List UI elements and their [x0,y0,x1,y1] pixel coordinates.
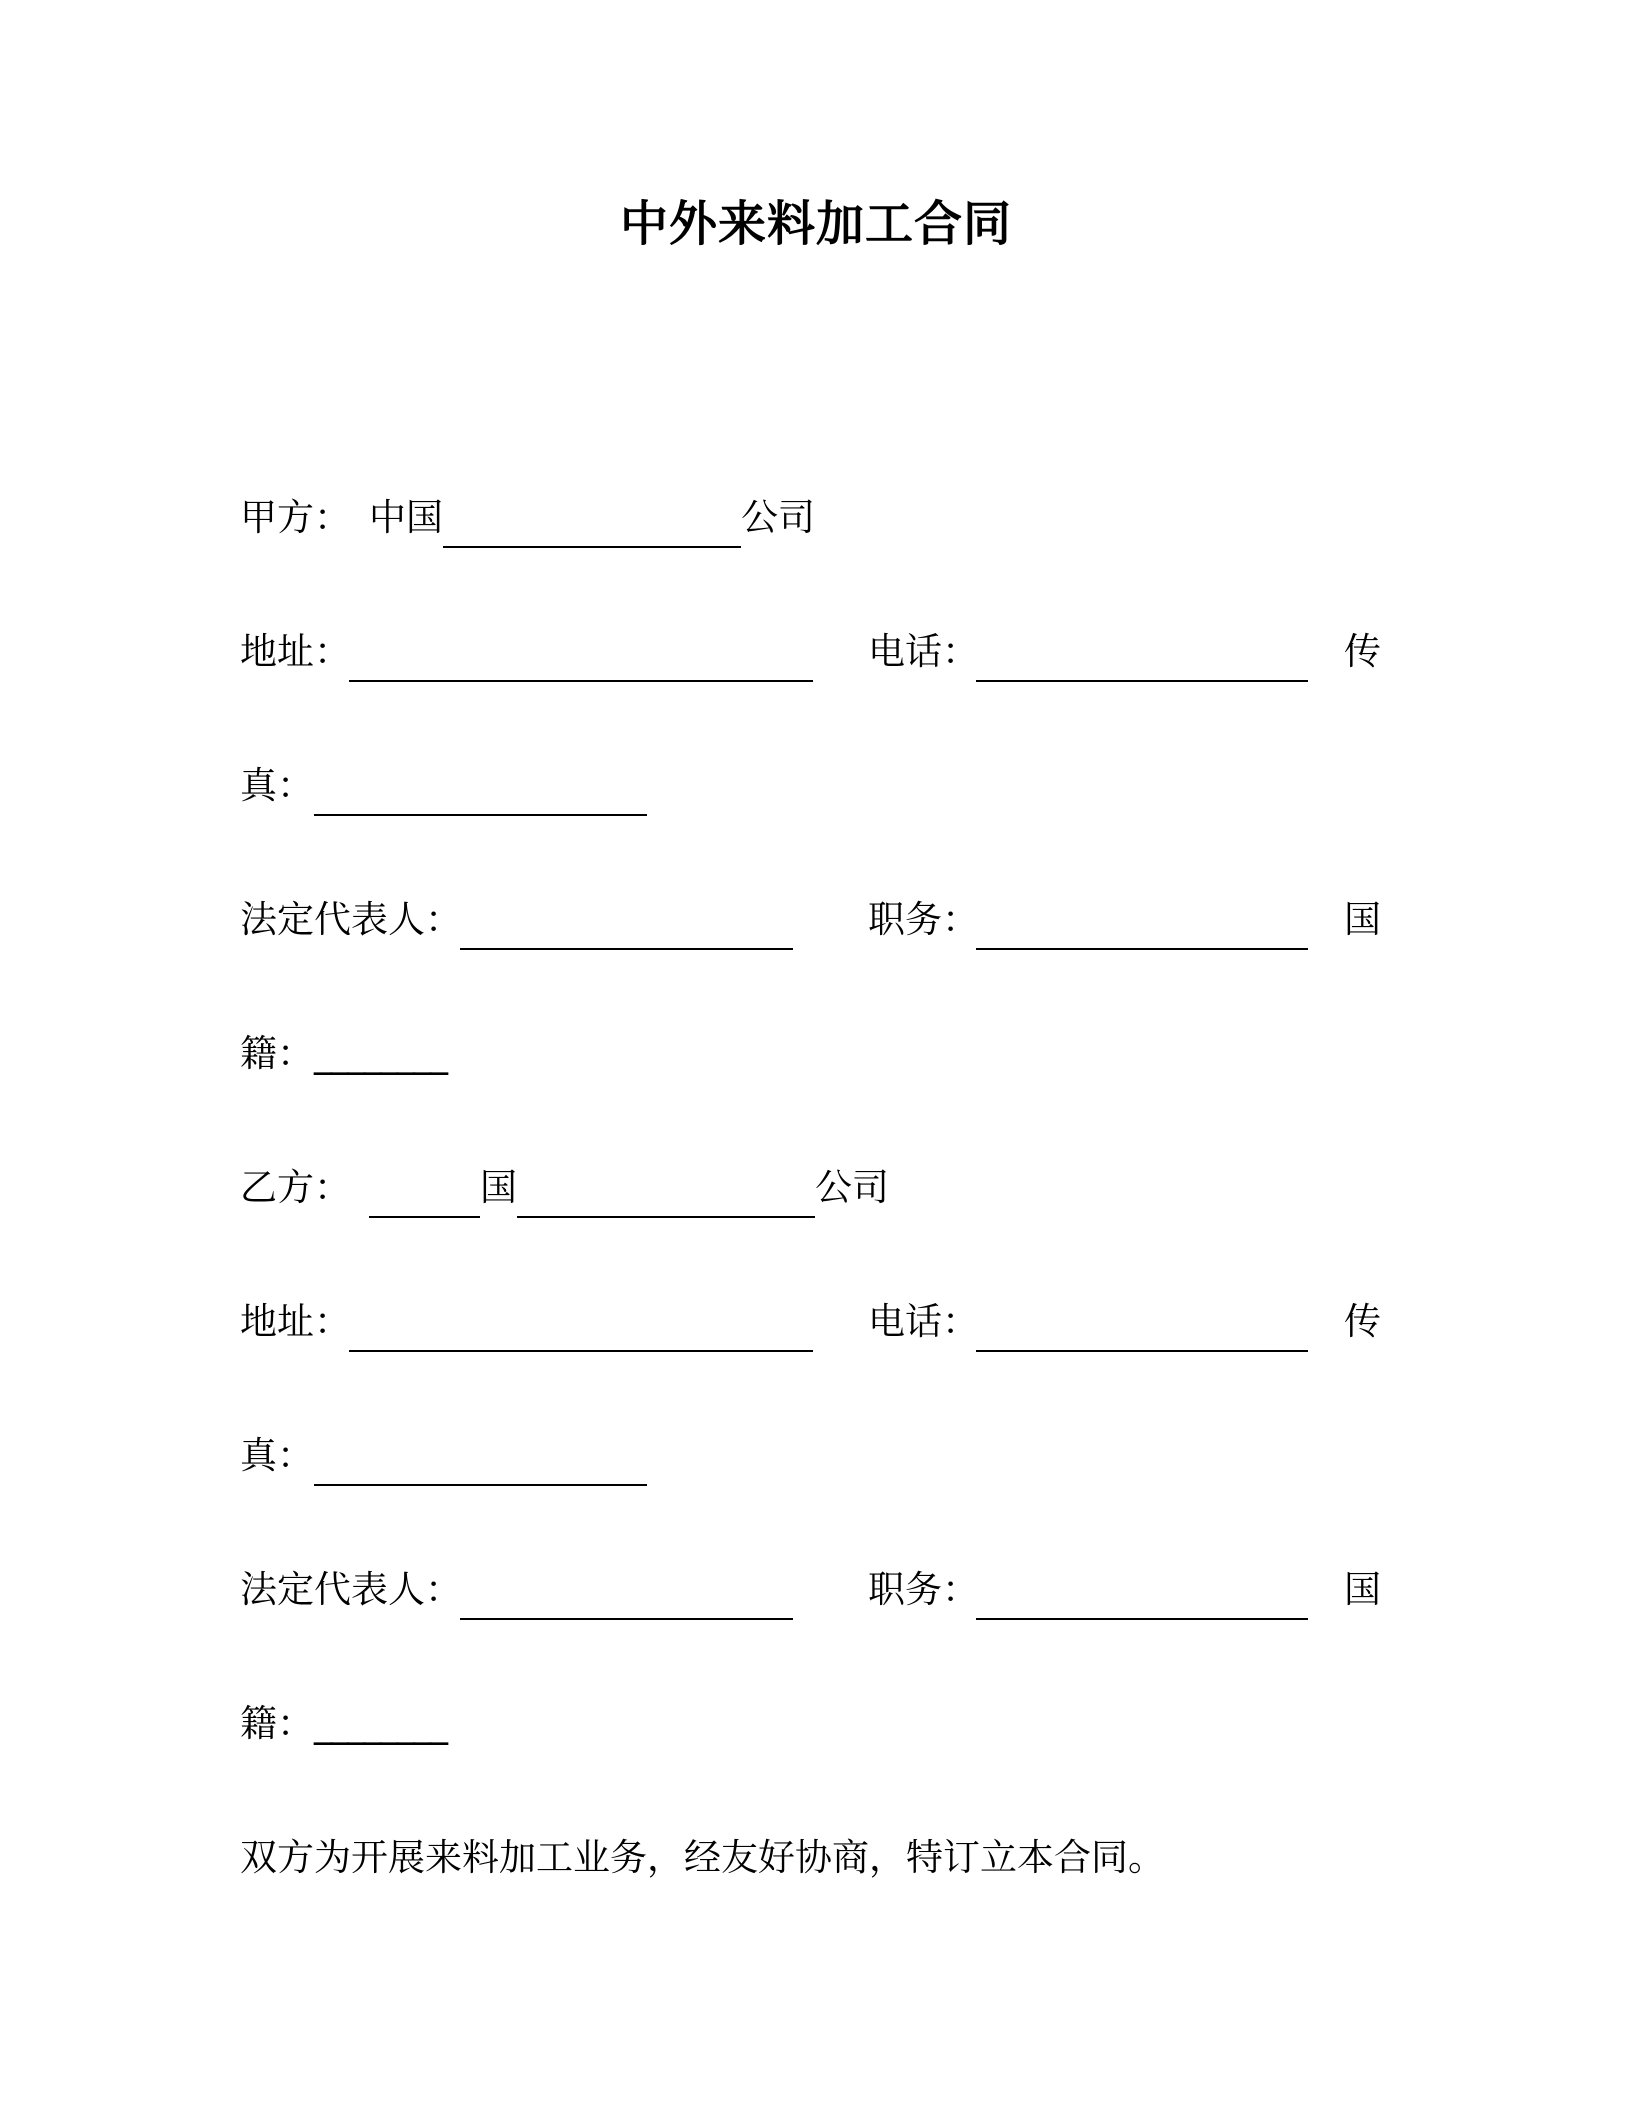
party-b-nationality-label-part2: 籍： [240,1702,314,1745]
party-b-fax-label-part1: 传 [1344,1300,1381,1343]
party-a-country: 中国 [369,496,443,539]
party-b-fax-field[interactable] [314,1484,647,1486]
party-b-label: 乙方： [240,1166,351,1209]
party-a-nationality-label-part1: 国 [1344,898,1381,941]
party-a-position-field[interactable] [976,948,1308,950]
party-a-fax-label-part2: 真： [240,764,314,807]
party-a-nationality-label-part2: 籍： [240,1032,314,1075]
party-a-rep-field[interactable] [460,948,793,950]
party-a-fax-label-part1: 传 [1344,630,1381,673]
party-b-country-field[interactable] [369,1216,480,1218]
party-b-address-label: 地址： [240,1300,351,1343]
party-b-address-field[interactable] [349,1350,813,1352]
party-b-rep-label: 法定代表人： [240,1568,462,1611]
party-a-phone-label: 电话： [868,630,979,673]
party-b-position-field[interactable] [976,1618,1308,1620]
party-a-address-label: 地址： [240,630,351,673]
party-a-nationality-blank[interactable]: ________ [314,1032,446,1075]
preamble-text: 双方为开展来料加工业务，经友好协商，特订立本合同。 [240,1836,1165,1879]
party-a-position-label: 职务： [868,898,979,941]
party-b-phone-field[interactable] [976,1350,1308,1352]
party-b-fax-label-part2: 真： [240,1434,314,1477]
party-b-nationality-label-part1: 国 [1344,1568,1381,1611]
party-b-country-suffix: 国 [480,1166,517,1209]
party-a-rep-label: 法定代表人： [240,898,462,941]
party-b-company-name-field[interactable] [517,1216,815,1218]
party-a-phone-field[interactable] [976,680,1308,682]
party-b-phone-label: 电话： [868,1300,979,1343]
party-b-company-suffix: 公司 [815,1166,889,1209]
party-a-company-suffix: 公司 [741,496,815,539]
document-title: 中外来料加工合同 [619,196,1012,252]
party-b-position-label: 职务： [868,1568,979,1611]
party-a-fax-field[interactable] [314,814,647,816]
party-a-label: 甲方： [240,496,351,539]
party-b-nationality-blank[interactable]: ________ [314,1702,446,1745]
party-a-company-name-field[interactable] [443,546,741,548]
party-b-rep-field[interactable] [460,1618,793,1620]
party-a-address-field[interactable] [349,680,813,682]
